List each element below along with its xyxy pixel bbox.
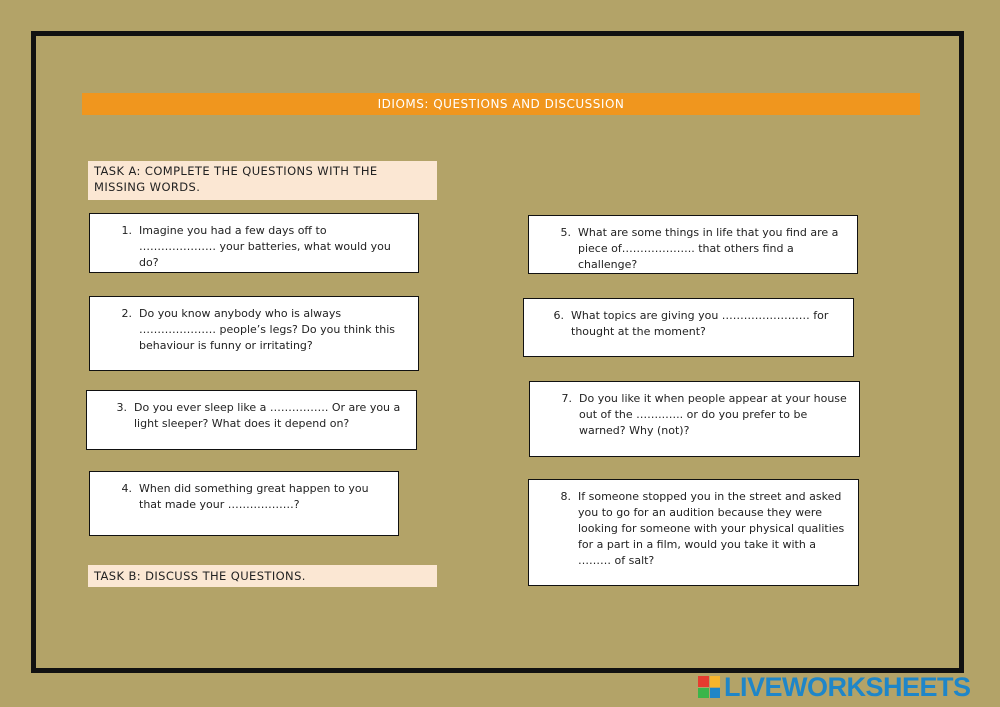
question-box-4 <box>89 471 399 536</box>
question-text: What are some things in life that you find are a piece of……………….. that others find a challenge? <box>578 226 839 271</box>
question-text: Do you like it when people appear at your house out of the ……..….. or do you prefer to be warned? Why (not)? <box>579 392 847 437</box>
question-number: 8. <box>560 490 571 503</box>
task-b-instruction: TASK B: DISCUSS THE QUESTIONS. <box>88 565 437 587</box>
question-text: Do you ever sleep like a ……………. Or are you a light sleeper? What does it depend on? <box>134 401 401 430</box>
question-box-8 <box>528 479 859 586</box>
logo-block <box>698 688 709 699</box>
question-box-6 <box>523 298 854 357</box>
task-a-instruction: TASK A: COMPLETE THE QUESTIONS WITH THE MISSING WORDS. <box>88 161 437 200</box>
question-text: If someone stopped you in the street and asked you to go for an audition because they were looking for someone with your physical qualities for a part in a film, would you take it with a ……… of salt? <box>578 490 845 567</box>
logo-block <box>710 688 721 699</box>
question-number: 6. <box>553 309 564 322</box>
question-text: Do you know anybody who is always ………………… people’s legs? Do you think this behaviour is funny or irritating? <box>139 307 396 352</box>
liveworksheets-wordmark: LIVEWORKSHEETS <box>724 672 971 702</box>
liveworksheets-watermark <box>698 674 971 700</box>
question-number: 3. <box>116 401 127 414</box>
question-box-5 <box>528 215 858 274</box>
question-number: 5. <box>560 226 571 239</box>
logo-block <box>698 676 709 687</box>
question-box-7 <box>529 381 860 457</box>
liveworksheets-logo-icon <box>698 676 720 698</box>
question-text: What topics are giving you …………………… for thought at the moment? <box>571 309 829 338</box>
question-box-1 <box>89 213 419 273</box>
logo-block <box>710 676 721 687</box>
question-number: 7. <box>561 392 572 405</box>
question-box-3 <box>86 390 417 450</box>
question-text: Imagine you had a few days off to ………………… your batteries, what would you do? <box>139 224 391 269</box>
question-number: 2. <box>121 307 132 320</box>
question-box-2 <box>89 296 419 371</box>
question-text: When did something great happen to you that made your ………………? <box>139 482 369 511</box>
question-number: 1. <box>121 224 132 237</box>
worksheet-title: IDIOMS: QUESTIONS AND DISCUSSION <box>82 93 920 115</box>
question-number: 4. <box>121 482 132 495</box>
